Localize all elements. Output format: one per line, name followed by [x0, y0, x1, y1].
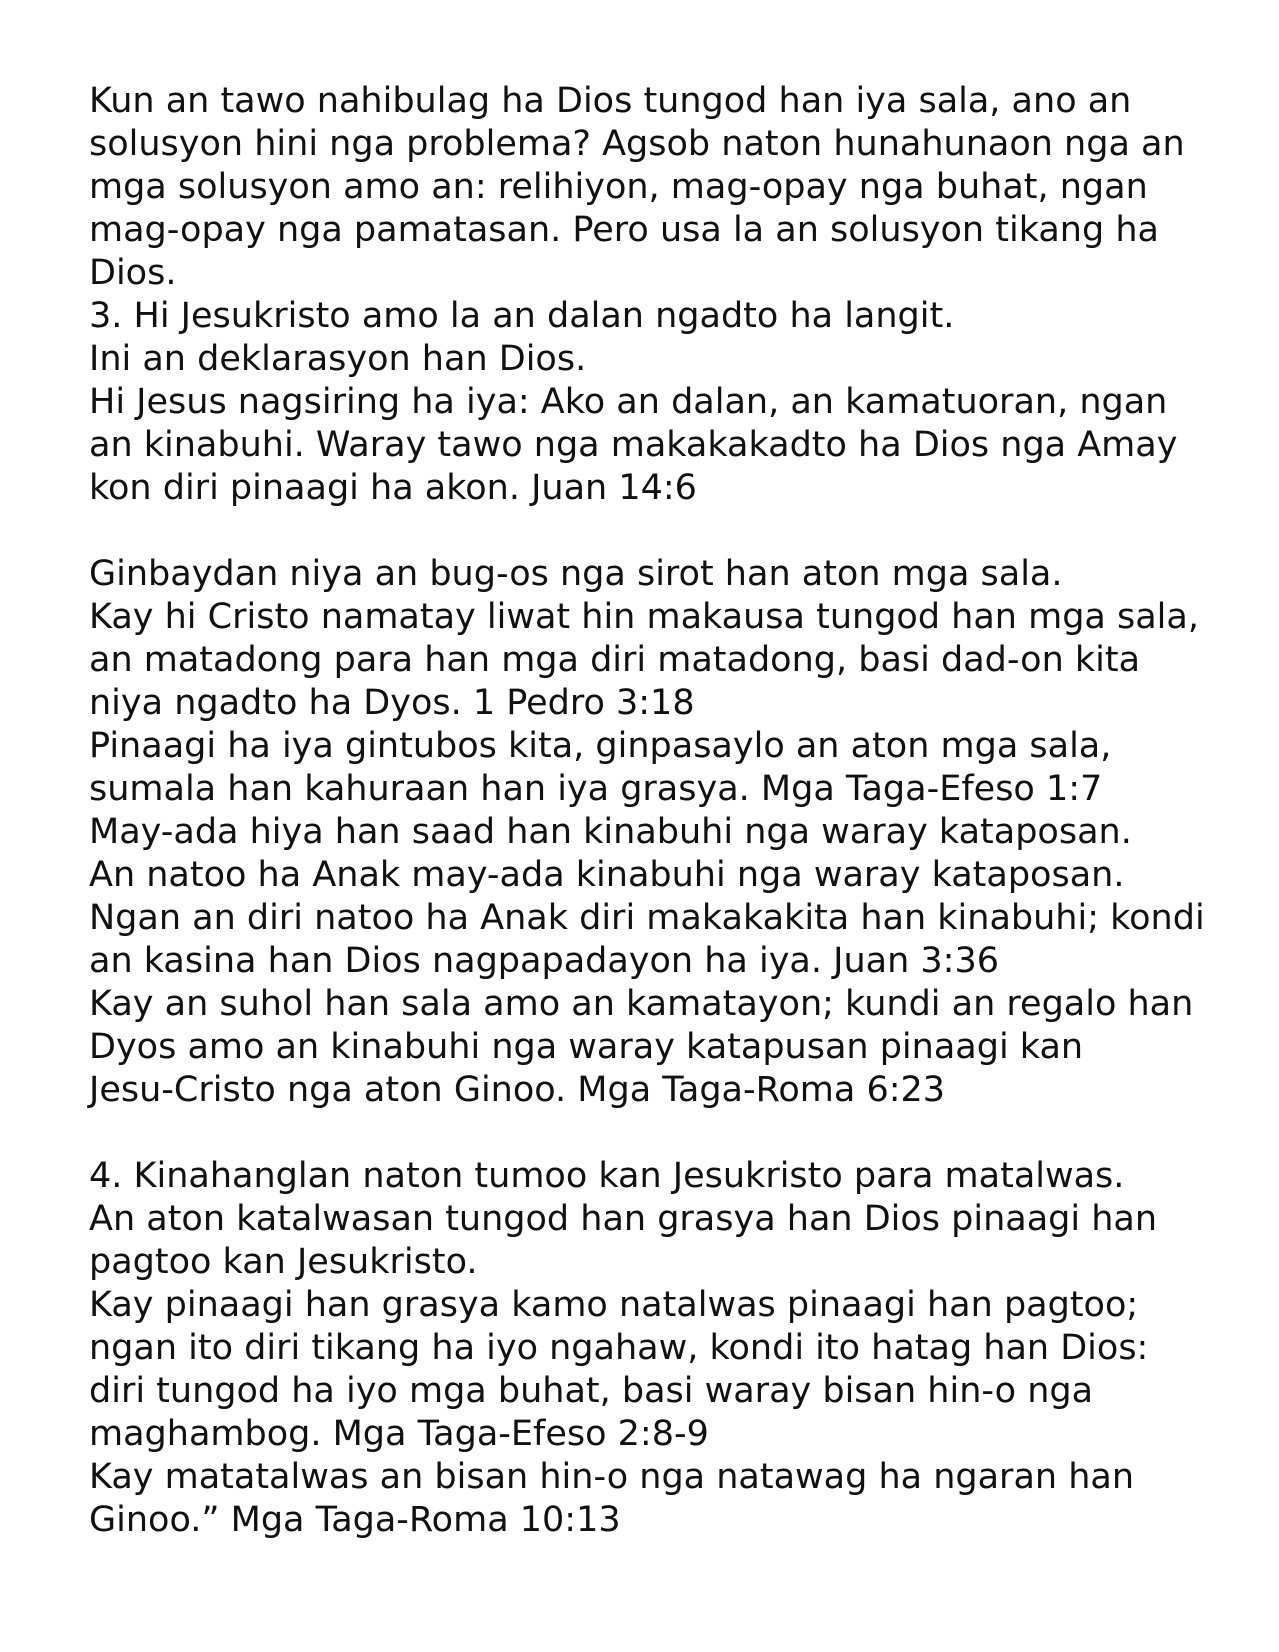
text-line: niya ngadto ha Dyos. 1 Pedro 3:18	[89, 683, 695, 723]
text-line: Dios.	[89, 253, 177, 293]
text-line: Kay an suhol han sala amo an kamatayon; kundi an regalo han	[89, 984, 1194, 1024]
text-line: An natoo ha Anak may-ada kinabuhi nga waray kataposan.	[89, 855, 1125, 895]
text-line: Kay hi Cristo namatay liwat hin makausa tungod han mga sala,	[89, 597, 1199, 637]
text-line: diri tungod ha iyo mga buhat, basi waray bisan hin-o nga	[89, 1371, 1094, 1411]
text-line: May-ada hiya han saad han kinabuhi nga waray kataposan.	[89, 812, 1132, 852]
text-line: Ngan an diri natoo ha Anak diri makakakita han kinabuhi; kondi	[89, 898, 1205, 938]
paragraph-spacer	[89, 510, 1259, 553]
text-line: an matadong para han mga diri matadong, basi dad-on kita	[89, 640, 1141, 680]
text-block-2	[89, 553, 1259, 1112]
text-line: Kun an tawo nahibulag ha Dios tungod han iya sala, ano an	[89, 81, 1132, 121]
text-block-3	[89, 1155, 1259, 1542]
text-line: Kay matatalwas an bisan hin-o nga natawag ha ngaran han	[89, 1457, 1135, 1497]
text-line: mga solusyon amo an: relihiyon, mag-opay nga buhat, ngan	[89, 167, 1148, 207]
text-line: Pinaagi ha iya gintubos kita, ginpasaylo an aton mga sala,	[89, 726, 1112, 766]
text-line: solusyon hini nga problema? Agsob naton hunahunaon nga an	[89, 124, 1185, 164]
section-heading-4: 4. Kinahanglan naton tumoo kan Jesukristo para matalwas.	[89, 1156, 1125, 1196]
text-line: pagtoo kan Jesukristo.	[89, 1242, 478, 1282]
text-line: An aton katalwasan tungod han grasya han Dios pinaagi han	[89, 1199, 1158, 1239]
paragraph-spacer	[89, 1112, 1259, 1155]
text-line: Ini an deklarasyon han Dios.	[89, 339, 587, 379]
section-heading-3: 3. Hi Jesukristo amo la an dalan ngadto ha langit.	[89, 296, 955, 336]
text-line: Hi Jesus nagsiring ha iya: Ako an dalan, an kamatuoran, ngan	[89, 382, 1168, 422]
text-line: an kinabuhi. Waray tawo nga makakakadto ha Dios nga Amay	[89, 425, 1178, 465]
document-page	[89, 80, 1259, 1542]
text-line: ngan ito diri tikang ha iyo ngahaw, kondi ito hatag han Dios:	[89, 1328, 1149, 1368]
text-line: Dyos amo an kinabuhi nga waray katapusan pinaagi kan	[89, 1027, 1084, 1067]
text-line: maghambog. Mga Taga-Efeso 2:8-9	[89, 1414, 709, 1454]
text-line: kon diri pinaagi ha akon. Juan 14:6	[89, 468, 697, 508]
text-block-1	[89, 80, 1259, 510]
text-line: Kay pinaagi han grasya kamo natalwas pinaagi han pagtoo;	[89, 1285, 1139, 1325]
text-line: Jesu-Cristo nga aton Ginoo. Mga Taga-Roma 6:23	[89, 1070, 946, 1110]
text-line: sumala han kahuraan han iya grasya. Mga Taga-Efeso 1:7	[89, 769, 1103, 809]
text-line: mag-opay nga pamatasan. Pero usa la an solusyon tikang ha	[89, 210, 1159, 250]
text-line: an kasina han Dios nagpapadayon ha iya. Juan 3:36	[89, 941, 999, 981]
text-line: Ginoo.” Mga Taga-Roma 10:13	[89, 1500, 621, 1540]
text-line: Ginbaydan niya an bug-os nga sirot han aton mga sala.	[89, 554, 1063, 594]
